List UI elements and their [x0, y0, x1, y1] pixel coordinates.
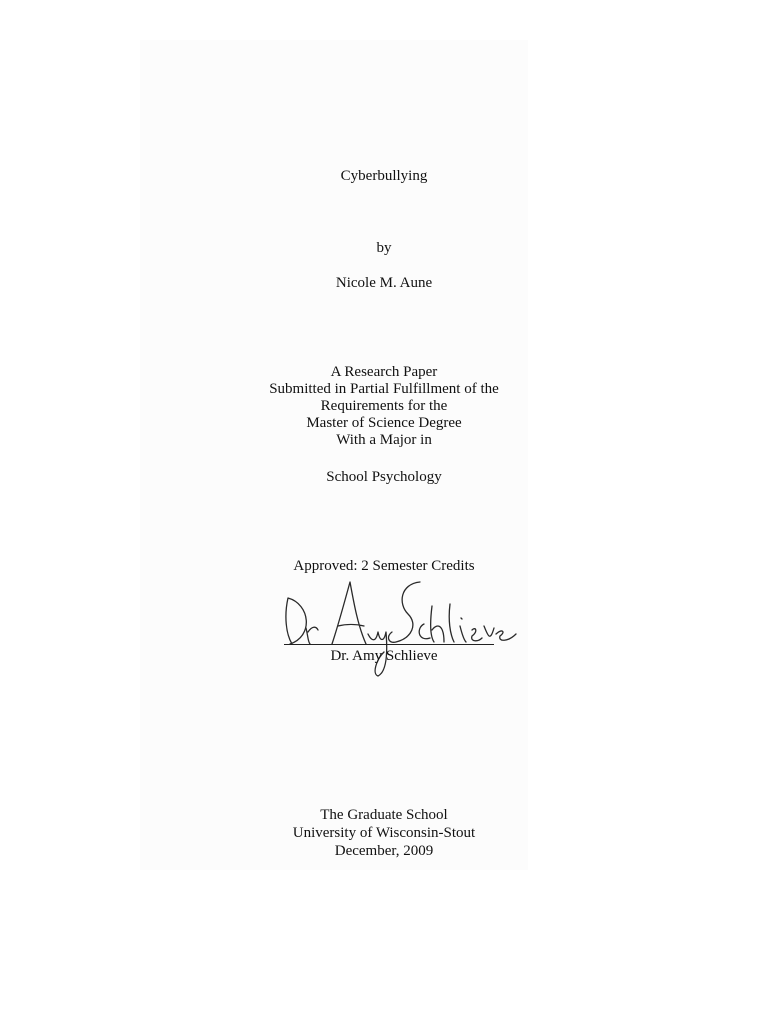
description-line-1: A Research Paper: [330, 364, 438, 380]
university-name: University of Wisconsin-Stout: [292, 825, 476, 841]
scan-background: [140, 40, 528, 870]
description-line-2: Submitted in Partial Fulfillment of the: [269, 381, 499, 397]
advisor-name: Dr. Amy Schlieve: [330, 648, 438, 664]
major-name: School Psychology: [326, 469, 442, 485]
description-line-4: Master of Science Degree: [306, 415, 462, 431]
author-name: Nicole M. Aune: [335, 275, 433, 291]
handwritten-signature-icon: [280, 576, 530, 681]
signature-block: [280, 576, 530, 681]
paper-title: Cyberbullying: [340, 168, 428, 184]
description-line-3: Requirements for the: [320, 398, 448, 414]
by-label: by: [376, 240, 392, 256]
graduate-school: The Graduate School: [320, 807, 448, 823]
description-line-5: With a Major in: [336, 432, 432, 448]
submission-date: December, 2009: [334, 843, 434, 859]
signature-line: [284, 644, 494, 645]
approval-line: Approved: 2 Semester Credits: [293, 558, 475, 574]
